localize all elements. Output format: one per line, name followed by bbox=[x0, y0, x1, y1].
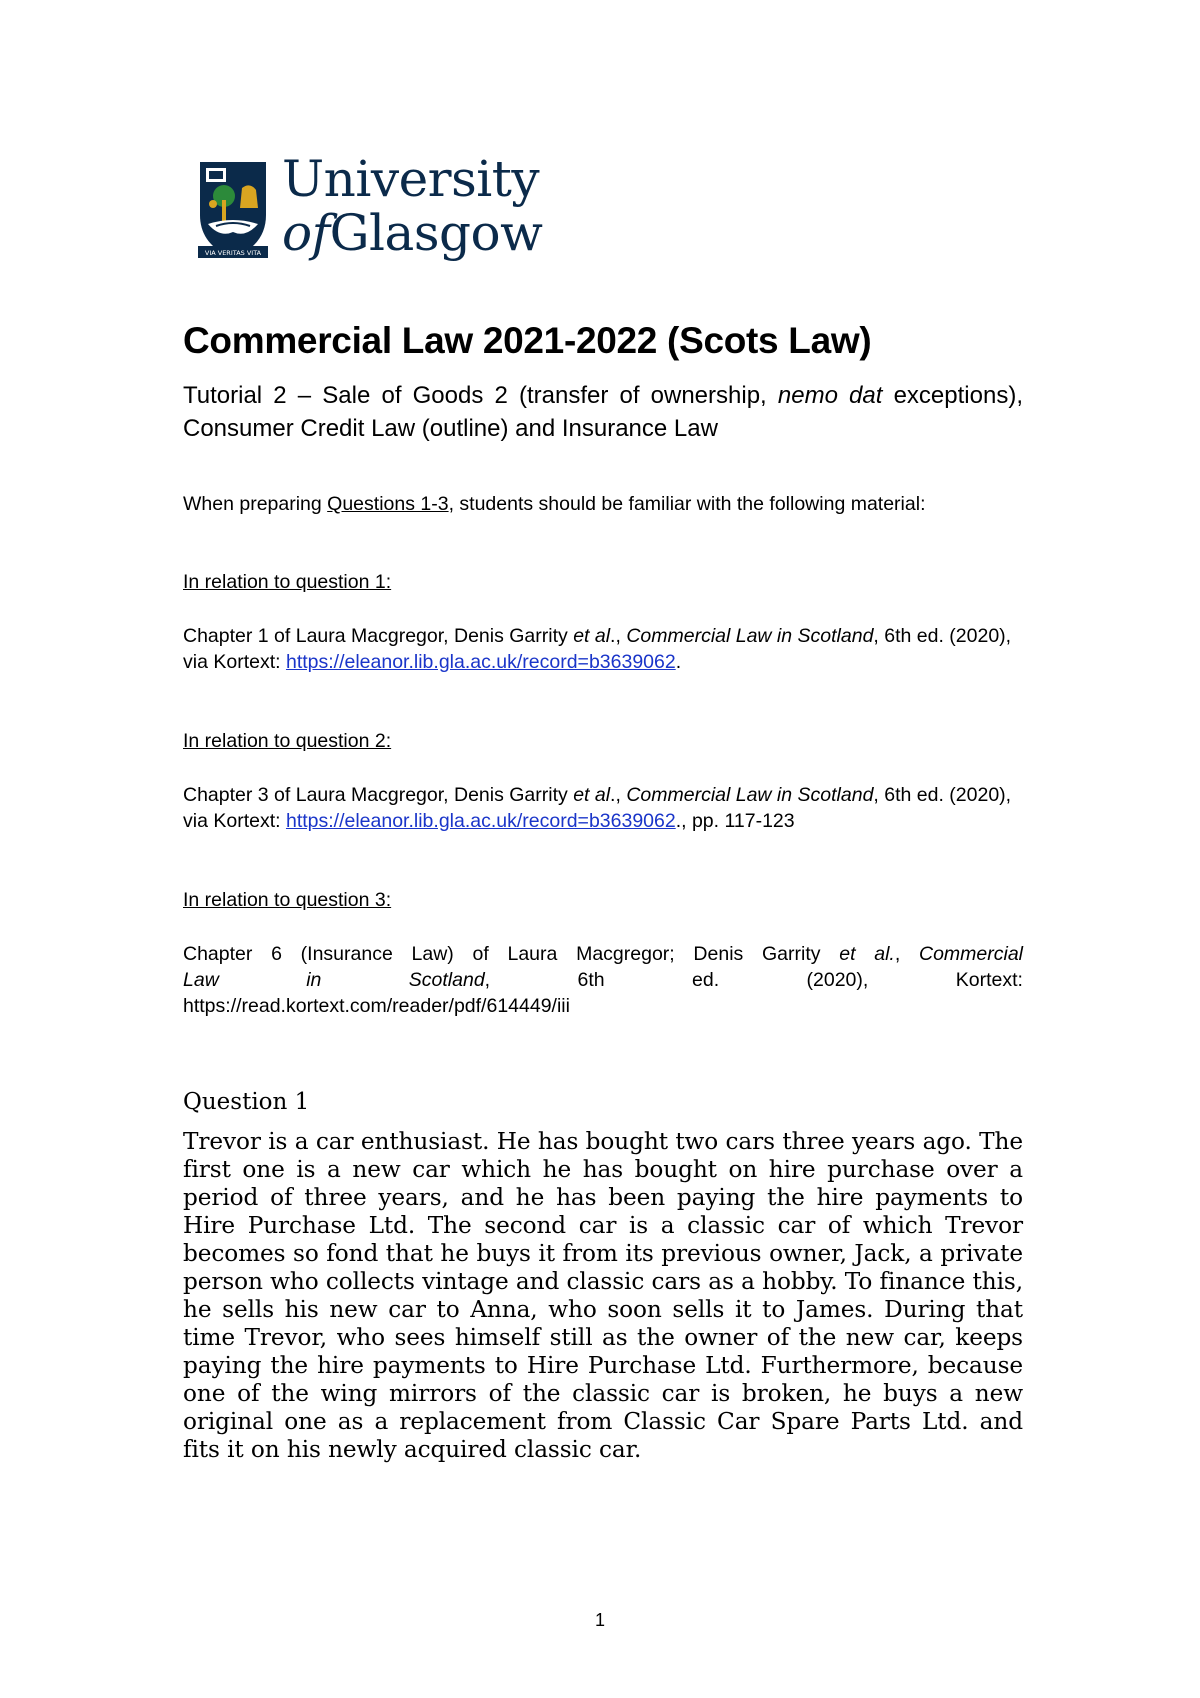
ref-q3-book2-a: Law bbox=[183, 969, 219, 991]
ref-q3-book2-c-wrap bbox=[409, 967, 490, 993]
subtitle-part-2: exceptions), Consumer Credit Law (outline) and Insurance Law bbox=[183, 382, 1023, 442]
question-1-title: Question 1 bbox=[183, 1089, 310, 1115]
section-heading-q2: In relation to question 2: bbox=[183, 730, 392, 752]
crest-motto: VIA VERITAS VITA bbox=[204, 249, 262, 257]
university-crest-icon bbox=[198, 160, 268, 260]
intro-before: When preparing bbox=[183, 493, 328, 515]
wordmark-glasgow: Glasgow bbox=[329, 204, 543, 262]
section-heading-q1: In relation to question 1: bbox=[183, 571, 392, 593]
ref-q2-link[interactable]: https://eleanor.lib.gla.ac.uk/record=b3639062 bbox=[285, 810, 676, 832]
intro-after: , students should be familiar with the following material: bbox=[448, 493, 926, 515]
ref-q3-book2-b: in bbox=[306, 969, 322, 991]
ref-q1-book: Commercial Law in Scotland bbox=[626, 625, 874, 647]
ref-q3-edition: 6th bbox=[577, 969, 605, 991]
ref-q3-ed: ed. bbox=[692, 969, 720, 991]
ref-q3-kortext: Kortext: bbox=[955, 969, 1023, 991]
ref-q2-mid1: ., bbox=[610, 784, 627, 806]
ref-q2-mid2: , 6th ed. (2020), via Kortext: bbox=[183, 784, 1012, 832]
subtitle-part-1: Tutorial 2 – Sale of Goods 2 (transfer of ownership, bbox=[183, 382, 778, 409]
intro-questions: Questions 1-3 bbox=[327, 493, 449, 515]
wordmark-line-2 bbox=[282, 204, 543, 262]
document-subtitle bbox=[183, 379, 1023, 445]
ref-q1-mid2: , 6th ed. (2020), via Kortext: bbox=[183, 625, 1012, 673]
page-number: 1 bbox=[594, 1610, 605, 1630]
ref-q2-etal: et al bbox=[573, 784, 611, 806]
wordmark-of: of bbox=[282, 204, 330, 262]
ref-q3-year: (2020), bbox=[806, 969, 869, 991]
ref-q3-book1: Commercial bbox=[919, 943, 1024, 965]
ref-q1-post: . bbox=[675, 651, 682, 673]
university-wordmark bbox=[282, 150, 543, 262]
subtitle-italic: nemo dat bbox=[777, 382, 883, 409]
ref-q3-url[interactable]: https://read.kortext.com/reader/pdf/614449/iii bbox=[183, 995, 570, 1017]
ref-q3-mid1: , bbox=[894, 943, 919, 965]
ref-q3-book2-c: Scotland bbox=[408, 969, 485, 991]
ref-q3-etal: et al. bbox=[839, 943, 895, 965]
ref-q1-pre: Chapter 1 of Laura Macgregor, Denis Garrity bbox=[183, 625, 574, 647]
reference-q2 bbox=[183, 782, 1023, 834]
ref-q3-line-1 bbox=[183, 941, 1023, 967]
ref-q1-etal: et al bbox=[573, 625, 611, 647]
section-heading-q3: In relation to question 3: bbox=[183, 889, 392, 911]
ref-q3-comma: , bbox=[484, 969, 491, 991]
ref-q2-pre: Chapter 3 of Laura Macgregor, Denis Garrity bbox=[183, 784, 574, 806]
ref-q3-pre: Chapter 6 (Insurance Law) of Laura Macgregor; Denis Garrity bbox=[183, 943, 840, 965]
reference-q1 bbox=[183, 623, 1023, 675]
university-logo bbox=[198, 150, 543, 262]
intro-paragraph bbox=[183, 491, 1023, 517]
ref-q2-book: Commercial Law in Scotland bbox=[626, 784, 874, 806]
document-title: Commercial Law 2021-2022 (Scots Law) bbox=[183, 320, 872, 361]
ref-q1-mid1: ., bbox=[610, 625, 627, 647]
ref-q2-post: ., pp. 117-123 bbox=[675, 810, 795, 832]
wordmark-line-1: University bbox=[282, 150, 540, 208]
question-1-body: Trevor is a car enthusiast. He has bought two cars three years ago. The first one is a new car which he has bought on hire purchase over a period of three years, and he has been paying the hire payments to Hire Purchase Ltd. The second car is a classic car of which Trevor becomes so fond that he buys it from its previous owner, Jack, a private person who collects vintage and classic cars as a hobby. To finance this, he sells his new car to Anna, who soon sells it to James. During that time Trevor, who sees himself still as the owner of the new car, keeps paying the hire payments to Hire Purchase Ltd. Furthermore, because one of the wing mirrors of the classic car is broken, he buys a new original one as a replacement from Classic Car Spare Parts Ltd. and fits it on his newly acquired classic car. bbox=[183, 1128, 1023, 1463]
ref-q3-line-2 bbox=[183, 967, 1023, 993]
ref-q1-link[interactable]: https://eleanor.lib.gla.ac.uk/record=b3639062 bbox=[285, 651, 676, 673]
reference-q3 bbox=[183, 941, 1023, 1019]
